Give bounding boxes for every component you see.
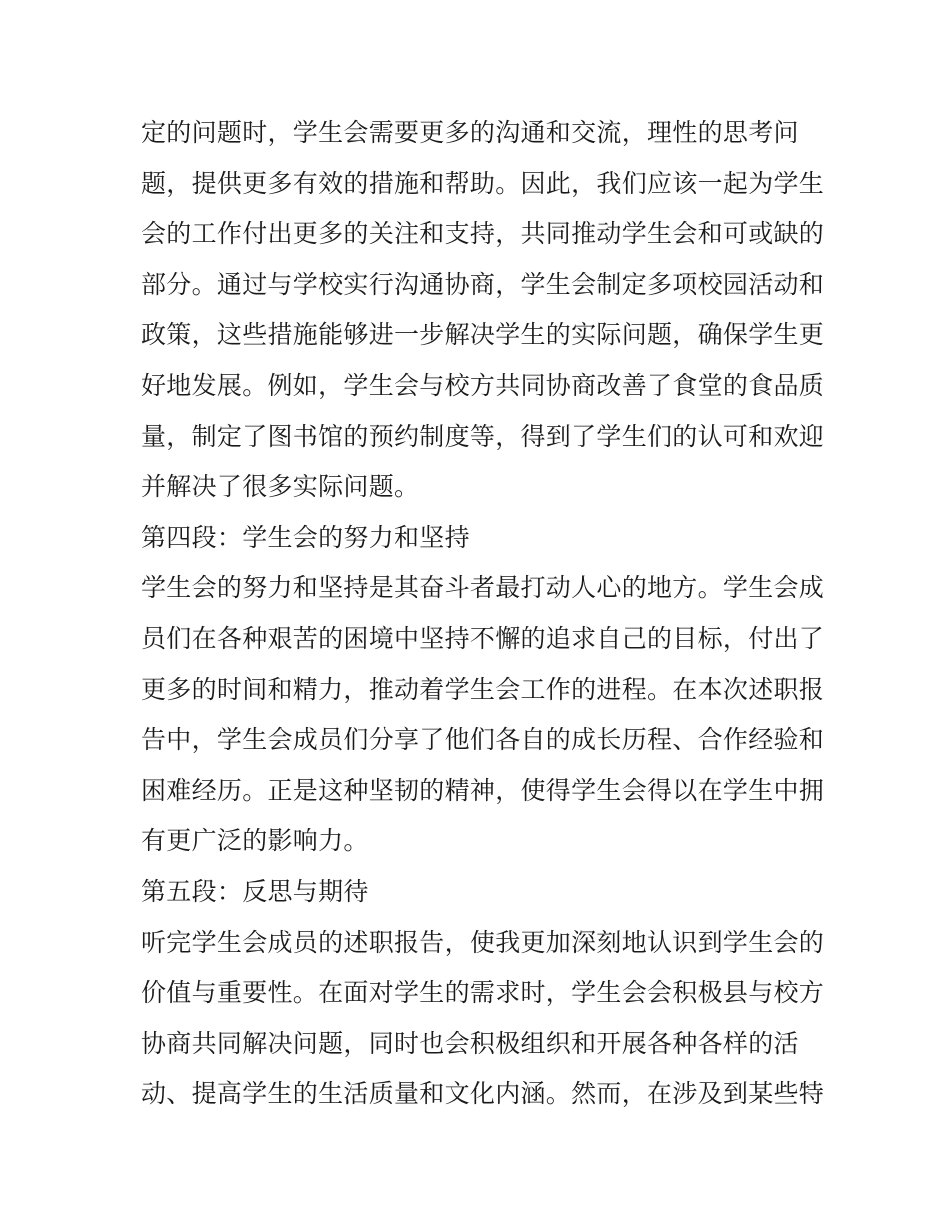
paragraph-line: 更多的时间和精力，推动着学生会工作的进程。在本次述职报 (141, 674, 825, 704)
paragraph-line: 好地发展。例如，学生会与校方共同协商改善了食堂的食品质 (141, 370, 825, 400)
paragraph-line: 部分。通过与学校实行沟通协商，学生会制定多项校园活动和 (141, 269, 825, 299)
paragraph-line: 题，提供更多有效的措施和帮助。因此，我们应该一起为学生 (141, 168, 825, 198)
paragraph-line: 并解决了很多实际问题。 (141, 472, 420, 502)
paragraph-line: 听完学生会成员的述职报告，使我更加深刻地认识到学生会的 (141, 927, 825, 957)
paragraph-line: 会的工作付出更多的关注和支持，共同推动学生会和可或缺的 (141, 219, 825, 249)
paragraph-line: 困难经历。正是这种坚韧的精神，使得学生会得以在学生中拥 (141, 775, 825, 805)
section-heading: 第四段：学生会的努力和坚持 (141, 522, 470, 552)
paragraph-line: 协商共同解决问题，同时也会积极组织和开展各种各样的活 (141, 1028, 799, 1058)
body-text (141, 108, 825, 1120)
section-heading: 第五段：反思与期待 (141, 876, 369, 906)
paragraph-line: 定的问题时，学生会需要更多的沟通和交流，理性的思考问 (141, 118, 799, 147)
paragraph-line: 量，制定了图书馆的预约制度等，得到了学生们的认可和欢迎 (141, 421, 825, 451)
paragraph-line: 政策，这些措施能够进一步解决学生的实际问题，确保学生更 (141, 320, 825, 350)
paragraph-line: 学生会的努力和坚持是其奋斗者最打动人心的地方。学生会成 (141, 573, 825, 603)
paragraph-line: 告中，学生会成员们分享了他们各自的成长历程、合作经验和 (141, 725, 825, 755)
paragraph-line: 有更广泛的影响力。 (141, 826, 369, 856)
paragraph-line: 价值与重要性。在面对学生的需求时，学生会会积极县与校方 (141, 978, 825, 1008)
paragraph-line: 员们在各种艰苦的困境中坚持不懈的追求自己的目标，付出了 (141, 623, 825, 653)
paragraph-line: 动、提高学生的生活质量和文化内涵。然而，在涉及到某些特 (141, 1079, 825, 1109)
